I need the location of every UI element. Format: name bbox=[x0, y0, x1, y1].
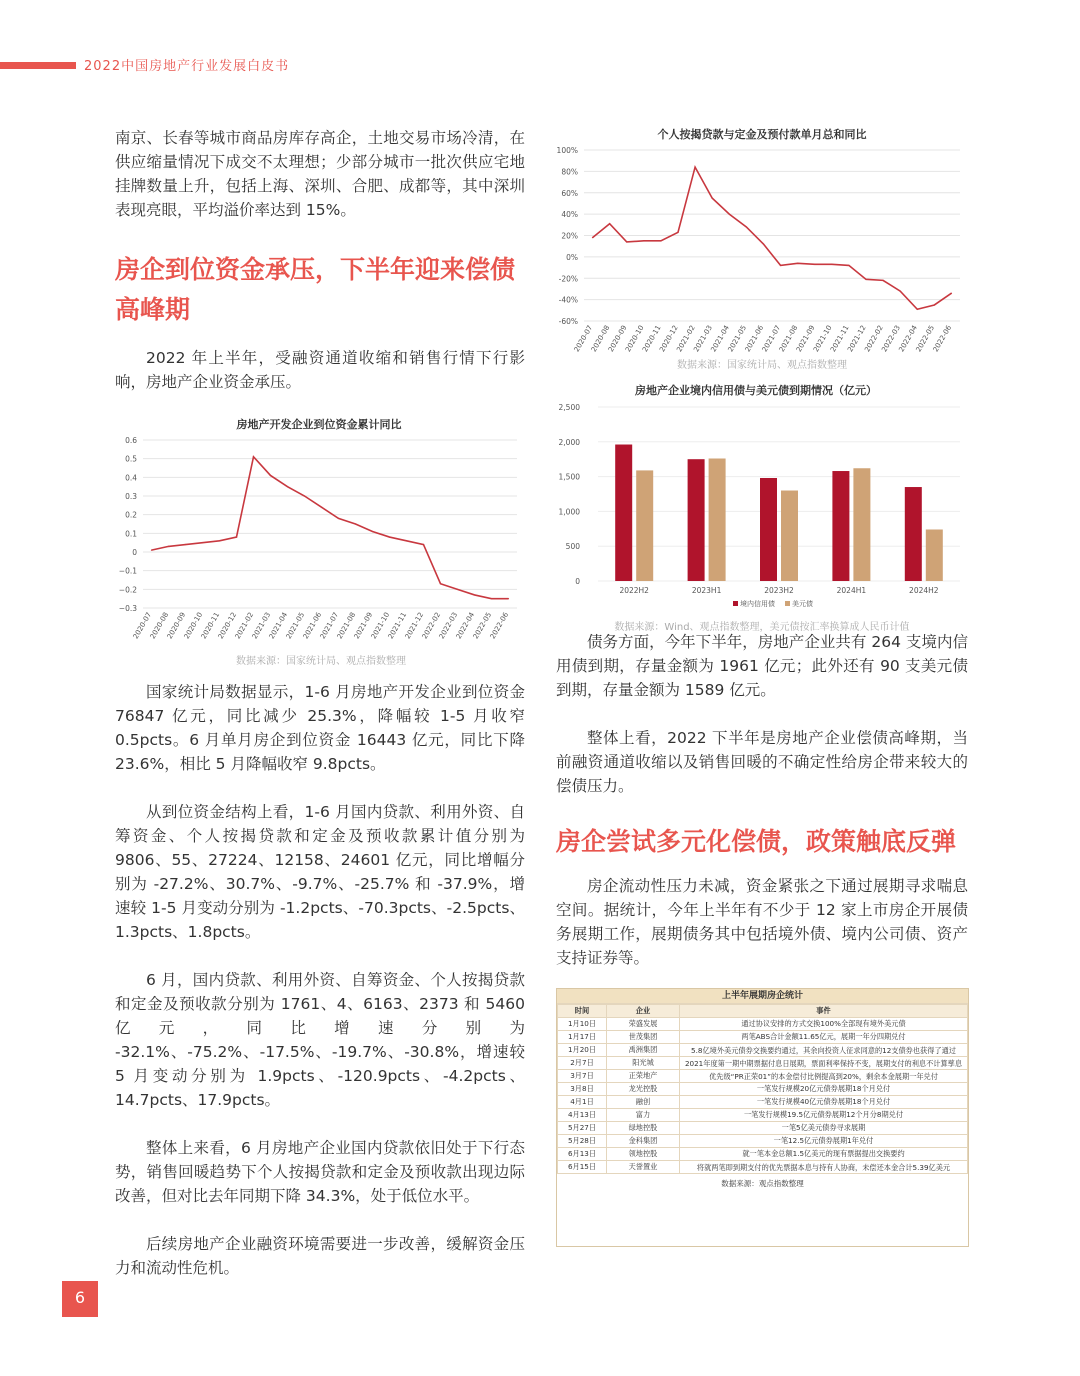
y-tick-label: −0.1 bbox=[118, 566, 137, 576]
data-point bbox=[746, 226, 747, 227]
x-tick-label: 2022-06 bbox=[488, 611, 511, 641]
x-tick-label: 2022-02 bbox=[420, 611, 443, 641]
data-point bbox=[780, 265, 781, 266]
table-header-row bbox=[558, 1005, 968, 1018]
x-tick-label: 2021-08 bbox=[777, 324, 800, 354]
date-cell: 1月17日 bbox=[558, 1031, 607, 1044]
x-tick-label: 2020-07 bbox=[572, 324, 595, 354]
y-tick-label: 2,500 bbox=[558, 403, 580, 412]
x-tick-label: 2021-07 bbox=[318, 611, 341, 641]
data-point bbox=[406, 540, 407, 541]
x-tick-label: 2021-09 bbox=[352, 611, 375, 641]
data-point bbox=[592, 237, 593, 238]
paragraph: 国家统计局数据显示，1-6 月房地产开发企业到位资金 76847 亿元，同比减少 25.3%，降幅较 1-5 月收窄 0.5pcts。6 月单月房企到位资金 16443 亿元，同比下降 23.6%，相比 5 月降幅收窄 9.8pcts。 bbox=[115, 683, 525, 773]
date-cell: 6月13日 bbox=[558, 1148, 607, 1161]
x-tick-label: 2020-08 bbox=[148, 611, 171, 641]
x-tick-label: 2020-10 bbox=[182, 611, 205, 641]
y-tick-label: 2,000 bbox=[558, 437, 580, 447]
date-cell: 3月8日 bbox=[558, 1083, 607, 1096]
company-cell: 领地控股 bbox=[607, 1148, 680, 1161]
y-tick-label: 60% bbox=[561, 188, 578, 198]
data-point bbox=[202, 542, 203, 543]
y-tick-label: 100% bbox=[556, 146, 578, 155]
x-tick-label: 2022-05 bbox=[471, 611, 494, 641]
event-cell: 通过协议安排的方式交换100%全部现有境外美元债 bbox=[680, 1018, 968, 1031]
legend-label: 境内信用债 bbox=[740, 600, 775, 608]
date-cell: 4月1日 bbox=[558, 1096, 607, 1109]
date-cell: 4月13日 bbox=[558, 1109, 607, 1122]
event-cell: 一笔发行规模19.5亿元债券展期12个月分8期兑付 bbox=[680, 1109, 968, 1122]
y-tick-label: 40% bbox=[561, 210, 578, 220]
chart-title: 房地产开发企业到位资金累计同比 bbox=[236, 418, 402, 431]
bar bbox=[760, 478, 777, 581]
company-cell: 绿地控股 bbox=[607, 1122, 680, 1135]
x-tick-label: 2021-07 bbox=[760, 324, 783, 354]
data-point bbox=[882, 280, 883, 281]
x-tick-label: 2022-06 bbox=[931, 324, 954, 354]
data-point bbox=[321, 507, 322, 508]
y-tick-label: 0.1 bbox=[125, 529, 137, 539]
y-tick-label: 0.2 bbox=[125, 510, 137, 520]
data-point bbox=[457, 589, 458, 590]
chart-source: 数据来源：国家统计局、观点指数整理 bbox=[677, 360, 847, 371]
x-tick-label: 2022-02 bbox=[863, 324, 885, 354]
table-row bbox=[558, 1057, 968, 1070]
data-point bbox=[304, 495, 305, 496]
chart-source: 数据来源：国家统计局、观点指数整理 bbox=[236, 656, 406, 667]
bar bbox=[688, 459, 705, 581]
data-point bbox=[712, 197, 713, 198]
event-cell: 一笔发行规模20亿元债券展期18个月兑付 bbox=[680, 1083, 968, 1096]
x-tick-label: 2021-03 bbox=[250, 611, 273, 641]
table-row bbox=[558, 1096, 968, 1109]
table-row bbox=[558, 1161, 968, 1174]
x-tick-label: 2021-03 bbox=[692, 324, 714, 354]
header-bar bbox=[0, 62, 76, 69]
bar bbox=[926, 529, 943, 581]
bar bbox=[905, 487, 922, 581]
x-tick-label: 2021-10 bbox=[811, 324, 834, 354]
paragraph: 6 月，国内贷款、利用外资、自筹资金、个人按揭贷款和定金及预收款分别为 1761、4、6163、2373 和 5460 亿元，同比增速分别为 -32.1%、-75.2%、-17.5%、-19.7%、-30.8%，增速较 5 月变动分别为 1.9pcts、-120.9pcts、-4.2pcts、14.7pcts、17.9pcts。 bbox=[115, 971, 525, 1109]
bar bbox=[781, 491, 798, 581]
y-tick-label: 0.5 bbox=[125, 454, 137, 464]
y-tick-label: -40% bbox=[558, 295, 578, 305]
data-point bbox=[185, 544, 186, 545]
company-cell: 金科集团 bbox=[607, 1135, 680, 1148]
data-point bbox=[423, 544, 424, 545]
bar bbox=[832, 471, 849, 581]
x-tick-label: 2020-08 bbox=[589, 324, 612, 354]
event-cell: 5.8亿境外美元债券交换要约通过，其余向投资人征求同意的12支债券也获得了通过 bbox=[680, 1044, 968, 1057]
y-tick-label: −0.2 bbox=[118, 585, 137, 595]
legend-swatch bbox=[785, 601, 790, 606]
table-row bbox=[558, 1031, 968, 1044]
x-tick-label: 2020-07 bbox=[131, 611, 154, 641]
data-point bbox=[389, 536, 390, 537]
table-row bbox=[558, 1018, 968, 1031]
x-tick-label: 2020-10 bbox=[623, 324, 646, 354]
x-tick-label: 2023H1 bbox=[691, 586, 722, 595]
x-tick-label: 2021-05 bbox=[726, 324, 749, 354]
paragraph: 整体上来看，6 月房地产企业国内贷款依旧处于下行态势，销售回暖趋势下个人按揭贷款和定金及预收款出现边际改善，但对比去年同期下降 34.3%，处于低位水平。 bbox=[115, 1139, 525, 1205]
data-point bbox=[917, 309, 918, 310]
x-tick-label: 2021-05 bbox=[284, 611, 307, 641]
table-row bbox=[558, 1044, 968, 1057]
data-point bbox=[440, 583, 441, 584]
bar bbox=[853, 468, 870, 581]
chart-title: 个人按揭贷款与定金及预付款单月总和同比 bbox=[657, 128, 867, 141]
chart-bond-maturity bbox=[556, 380, 968, 633]
event-cell: 2021年度第一期中期票据付息日展期，票面利率保持不变，展期支付的利息不计算孳息 bbox=[680, 1057, 968, 1070]
x-tick-label: 2021-06 bbox=[743, 324, 766, 354]
legend-swatch bbox=[733, 601, 738, 606]
data-point bbox=[474, 594, 475, 595]
data-point bbox=[508, 598, 509, 599]
event-cell: 一笔5亿美元债券寻求展期 bbox=[680, 1122, 968, 1135]
company-cell: 世茂集团 bbox=[607, 1031, 680, 1044]
x-tick-label: 2022-03 bbox=[437, 611, 460, 641]
x-tick-label: 2020-12 bbox=[216, 611, 239, 641]
x-tick-label: 2021-11 bbox=[829, 324, 851, 354]
chart-funds-yoy bbox=[115, 412, 527, 670]
event-cell: 就一笔本金总额1.5亿美元的现有票据提出交换要约 bbox=[680, 1148, 968, 1161]
event-cell: 一笔12.5亿元债券展期1年兑付 bbox=[680, 1135, 968, 1148]
paragraph: 整体上看，2022 下半年是房地产企业偿债高峰期，当前融资通道收缩以及销售回暖的不确定性给房企带来较大的偿债压力。 bbox=[556, 729, 968, 795]
y-tick-label: 1,500 bbox=[558, 472, 580, 482]
x-tick-label: 2020-09 bbox=[606, 324, 629, 354]
data-point bbox=[934, 304, 935, 305]
table-row bbox=[558, 1122, 968, 1135]
section-heading-1: 房企到位资金承压，下半年迎来偿债高峰期 bbox=[115, 255, 516, 324]
table bbox=[557, 1004, 968, 1174]
data-point bbox=[253, 456, 254, 457]
data-point bbox=[609, 223, 610, 224]
data-point bbox=[372, 531, 373, 532]
line-chart-svg bbox=[556, 124, 968, 374]
x-tick-label: 2021-02 bbox=[233, 611, 256, 641]
x-tick-label: 2022-05 bbox=[914, 324, 937, 354]
chart-source: 数据来源：Wind、观点指数整理，美元债按汇率换算成人民币计值 bbox=[614, 622, 910, 633]
x-tick-label: 2021-11 bbox=[386, 611, 409, 641]
data-point bbox=[355, 523, 356, 524]
date-cell: 6月15日 bbox=[558, 1161, 607, 1174]
bar bbox=[709, 459, 726, 581]
date-cell: 1月10日 bbox=[558, 1018, 607, 1031]
company-cell: 荣盛发展 bbox=[607, 1018, 680, 1031]
y-tick-label: 20% bbox=[561, 231, 578, 241]
event-cell: 优先级“PR正荣01”的本金偿付比例提高到20%，剩余本金展期一年兑付 bbox=[680, 1070, 968, 1083]
x-tick-label: 2021-12 bbox=[846, 324, 868, 354]
table-row bbox=[558, 1083, 968, 1096]
header-title: 2022中国房地产行业发展白皮书 bbox=[84, 59, 290, 74]
date-cell: 5月27日 bbox=[558, 1122, 607, 1135]
series-line bbox=[152, 457, 509, 599]
paragraph: 房企流动性压力未减，资金紧张之下通过展期寻求喘息空间。据统计，今年上半年有不少于 12 家上市房企开展债务展期工作，展期债务其中包括境外债、境内公司债、资产支持证券等。 bbox=[556, 877, 968, 967]
paragraph: 2022 年上半年，受融资通道收缩和销售行情下行影响，房地产企业资金承压。 bbox=[115, 349, 525, 391]
data-point bbox=[694, 167, 695, 168]
x-tick-label: 2021-12 bbox=[403, 611, 426, 641]
left-column-top bbox=[115, 126, 525, 394]
data-point bbox=[219, 540, 220, 541]
line-chart-svg bbox=[115, 412, 527, 670]
y-tick-label: 500 bbox=[565, 542, 580, 552]
y-tick-label: -60% bbox=[558, 317, 578, 326]
table-title: 上半年展期房企统计 bbox=[557, 989, 968, 1004]
x-tick-label: 2020-09 bbox=[165, 611, 188, 641]
date-cell: 3月7日 bbox=[558, 1070, 607, 1083]
x-tick-label: 2024H1 bbox=[836, 586, 867, 595]
bar bbox=[636, 470, 653, 581]
paragraph: 债务方面，今年下半年，房地产企业共有 264 支境内信用债到期，存量金额为 1961 亿元；此外还有 90 支美元债到期，存量金额为 1589 亿元。 bbox=[556, 633, 968, 699]
company-cell: 龙光控股 bbox=[607, 1083, 680, 1096]
date-cell: 5月28日 bbox=[558, 1135, 607, 1148]
data-point bbox=[168, 546, 169, 547]
bar-chart-svg bbox=[556, 380, 968, 616]
x-tick-label: 2020-11 bbox=[199, 611, 222, 641]
y-tick-label: 0 bbox=[575, 577, 580, 586]
date-cell: 2月7日 bbox=[558, 1057, 607, 1070]
legend-label: 美元债 bbox=[792, 600, 813, 608]
data-point bbox=[865, 279, 866, 280]
company-cell: 禹洲集团 bbox=[607, 1044, 680, 1057]
data-point bbox=[491, 598, 492, 599]
x-tick-label: 2021-04 bbox=[267, 611, 290, 641]
page-number: 6 bbox=[62, 1281, 98, 1317]
company-cell: 阳光城 bbox=[607, 1057, 680, 1070]
left-column-bottom bbox=[115, 680, 525, 1280]
data-point bbox=[660, 240, 661, 241]
data-point bbox=[626, 241, 627, 242]
event-cell: 两笔ABS合计金额11.65亿元，展期一年分四期兑付 bbox=[680, 1031, 968, 1044]
table-row bbox=[558, 1135, 968, 1148]
intro-paragraph: 南京、长春等城市商品房库存高企，土地交易市场冷清，在供应缩量情况下成交不太理想；少部分城市一批次供应宅地挂牌数量上升，包括上海、深圳、合肥、成都等，其中深圳表现亮眼，平均溢价率达到 15%。 bbox=[115, 129, 525, 219]
data-point bbox=[151, 550, 152, 551]
data-point bbox=[814, 264, 815, 265]
chart-mortgage-yoy bbox=[556, 124, 968, 374]
x-tick-label: 2020-12 bbox=[658, 324, 680, 354]
y-tick-label: 0 bbox=[132, 548, 137, 557]
x-tick-label: 2021-09 bbox=[794, 324, 817, 354]
column-header: 事件 bbox=[680, 1005, 968, 1018]
data-point bbox=[848, 265, 849, 266]
x-tick-label: 2022-03 bbox=[880, 324, 902, 354]
x-tick-label: 2022-04 bbox=[454, 611, 477, 641]
company-cell: 富力 bbox=[607, 1109, 680, 1122]
data-point bbox=[951, 293, 952, 294]
section-heading-2: 房企尝试多元化偿债，政策触底反弹 bbox=[556, 827, 957, 856]
x-tick-label: 2021-02 bbox=[675, 324, 697, 354]
event-cell: 将就两笔即到期支付的优先票据本息与持有人协商，未偿还本金合计5.39亿美元 bbox=[680, 1161, 968, 1174]
x-tick-label: 2022-04 bbox=[897, 324, 920, 354]
right-column bbox=[556, 630, 968, 970]
x-tick-label: 2021-06 bbox=[301, 611, 324, 641]
bar bbox=[615, 445, 632, 581]
table-row bbox=[558, 1148, 968, 1161]
series-line bbox=[593, 167, 952, 309]
x-tick-label: 2020-11 bbox=[641, 324, 663, 354]
x-tick-label: 2022H2 bbox=[619, 586, 649, 595]
x-tick-label: 2021-10 bbox=[369, 611, 392, 641]
y-tick-label: −0.3 bbox=[118, 604, 137, 613]
data-point bbox=[236, 536, 237, 537]
y-tick-label: 0% bbox=[566, 252, 578, 262]
x-tick-label: 2024H2 bbox=[909, 586, 939, 595]
data-point bbox=[270, 475, 271, 476]
paragraph: 后续房地产企业融资环境需要进一步改善，缓解资金压力和流动性危机。 bbox=[115, 1235, 525, 1277]
data-point bbox=[287, 486, 288, 487]
y-tick-label: 0.6 bbox=[125, 436, 137, 445]
data-point bbox=[797, 263, 798, 264]
table-row bbox=[558, 1070, 968, 1083]
x-tick-label: 2021-04 bbox=[709, 324, 732, 354]
data-point bbox=[763, 243, 764, 244]
table-source: 数据来源：观点指数整理 bbox=[721, 1179, 804, 1188]
data-point bbox=[338, 518, 339, 519]
y-tick-label: 1,000 bbox=[558, 507, 580, 517]
column-header: 时间 bbox=[558, 1005, 607, 1018]
data-point bbox=[831, 264, 832, 265]
company-cell: 天誉置业 bbox=[607, 1161, 680, 1174]
chart-title: 房地产企业境内信用债与美元债到期情况（亿元） bbox=[635, 384, 877, 397]
table-row bbox=[558, 1109, 968, 1122]
y-tick-label: 0.3 bbox=[125, 492, 137, 501]
paragraph: 从到位资金结构上看，1-6 月国内贷款、利用外资、自筹资金、个人按揭贷款和定金及预收款累计值分别为 9806、55、27224、12158、24601 亿元，同比增幅分别为 -27.2%、30.7%、-9.7%、-25.7% 和 -37.9%，增速较 1-5 月变动分别为 -1.2pcts、-70.3pcts、-2.5pcts、1.3pcts、1.8pcts。 bbox=[115, 803, 525, 941]
y-tick-label: 0.4 bbox=[125, 473, 137, 483]
date-cell: 1月20日 bbox=[558, 1044, 607, 1057]
data-point bbox=[729, 214, 730, 215]
x-tick-label: 2023H2 bbox=[764, 586, 794, 595]
column-header: 企业 bbox=[607, 1005, 680, 1018]
y-tick-label: 80% bbox=[561, 167, 578, 177]
x-tick-label: 2021-08 bbox=[335, 611, 358, 641]
company-cell: 融创 bbox=[607, 1096, 680, 1109]
extension-table bbox=[556, 988, 969, 1247]
data-point bbox=[900, 290, 901, 291]
company-cell: 正荣地产 bbox=[607, 1070, 680, 1083]
data-point bbox=[677, 232, 678, 233]
event-cell: 一笔发行规模40亿元债券展期18个月兑付 bbox=[680, 1096, 968, 1109]
data-point bbox=[643, 240, 644, 241]
y-tick-label: -20% bbox=[558, 274, 578, 284]
